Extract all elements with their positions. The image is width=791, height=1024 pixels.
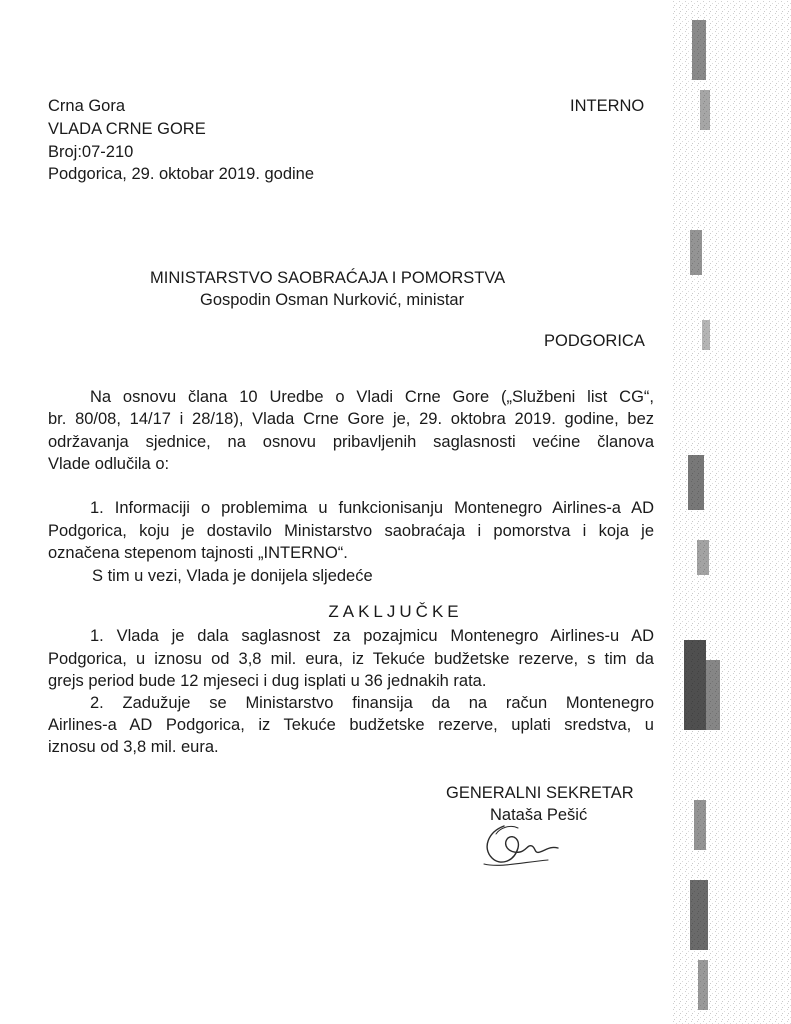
conclusion1-line-1: 1. Vlada je dala saglasnost za pozajmicu Montenegro Airlines-u AD — [90, 627, 654, 645]
recipient-person: Gospodin Osman Nurković, ministar — [200, 291, 465, 309]
item1-line-1: 1. Informaciji o problemima u funkcionisanju Montenegro Airlines-a AD — [90, 499, 654, 517]
place-date: Podgorica, 29. oktobar 2019. godine — [48, 165, 315, 183]
reference-number: Broj:07-210 — [48, 143, 134, 161]
conclusion2-line-2: Airlines-a AD Podgorica, iz Tekuće budžetske rezerve, uplati sredstva, u — [48, 716, 654, 734]
intro-line-2: br. 80/08, 14/17 i 28/18), Vlada Crne Gore je, 29. oktobra 2019. godine, bez — [48, 410, 654, 428]
signatory-title: GENERALNI SEKRETAR — [446, 784, 634, 802]
item1-line-2: Podgorica, koju je dostavilo Ministarstvo saobraćaja i pomorstva i koja je — [48, 522, 654, 540]
intro-line-1: Na osnovu člana 10 Uredbe o Vladi Crne Gore („Službeni list CG“, — [90, 388, 654, 406]
transition-line: S tim u vezi, Vlada je donijela sljedeće — [92, 567, 373, 585]
item1-line-3: označena stepenom tajnosti „INTERNO“. — [48, 544, 348, 562]
signatory-name: Nataša Pešić — [490, 806, 588, 824]
conclusion2-line-3: iznosu od 3,8 mil. eura. — [48, 738, 219, 756]
classification-mark: INTERNO — [570, 97, 645, 115]
conclusion2-line-1: 2. Zadužuje se Ministarstvo finansija da na račun Montenegro — [90, 694, 654, 712]
intro-line-4: Vlade odlučila o: — [48, 455, 170, 473]
recipient-ministry: MINISTARSTVO SAOBRAĆAJA I POMORSTVA — [150, 269, 506, 287]
conclusion1-line-3: grejs period bude 12 mjeseci i dug isplati u 36 jednakih rata. — [48, 672, 487, 690]
conclusions-heading: ZAKLJUČKE — [328, 602, 463, 621]
recipient-city: PODGORICA — [544, 332, 645, 350]
scan-edge-artifact — [672, 0, 791, 1024]
conclusion1-line-2: Podgorica, u iznosu od 3,8 mil. eura, iz Tekuće budžetske rezerve, s tim da — [48, 650, 654, 668]
intro-line-3: održavanja sjednice, na osnovu pribavljenih saglasnosti većine članova — [48, 433, 654, 451]
handwritten-signature — [474, 818, 564, 870]
country-line: Crna Gora — [48, 97, 126, 115]
government-line: VLADA CRNE GORE — [48, 120, 206, 138]
